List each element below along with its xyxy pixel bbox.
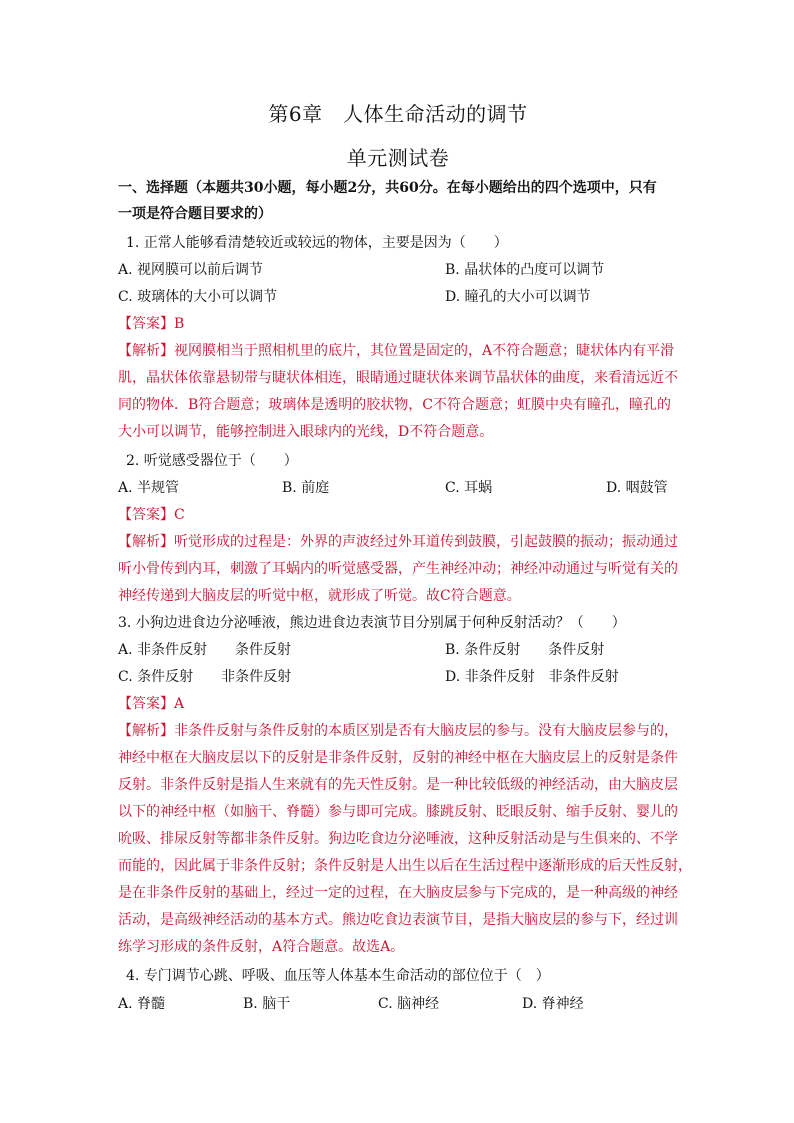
- page-title: 第6章 人体生命活动的调节: [268, 102, 528, 126]
- q4-option-b: B. 脑干: [243, 996, 291, 1012]
- q3-analysis-line: 神经中枢在大脑皮层以下的反射是非条件反射，反射的神经中枢在大脑皮层上的反射是条件: [118, 750, 678, 766]
- answer-value: B: [174, 316, 185, 332]
- q3-analysis-line: 吮吸、排尿反射等都非条件反射。狗边吃食边分泌唾液，这种反射活动是与生俱来的、不学: [118, 831, 678, 847]
- q2-option-d: D. 咽鼓管: [606, 480, 668, 496]
- analysis-text: 听觉形成的过程是：外界的声波经过外耳道传到鼓膜，引起鼓膜的振动；振动通过: [174, 534, 678, 550]
- analysis-tag: 【解析】: [118, 723, 174, 739]
- q1-option-b: B. 晶状体的凸度可以调节: [445, 262, 605, 278]
- section-heading-line1: 一、选择题（本题共30小题，每小题2分，共60分。在每小题给出的四个选项中，只有: [118, 180, 657, 196]
- q1-option-d: D. 瞳孔的大小可以调节: [445, 289, 591, 305]
- q2-option-a: A. 半规管: [118, 480, 180, 496]
- analysis-text: 视网膜相当于照相机里的底片，其位置是固定的，A不符合题意；睫状体内有平滑: [174, 343, 675, 359]
- q1-analysis-line: 大小可以调节，能够控制进入眼球内的光线，D不符合题意。: [118, 424, 494, 440]
- page-subtitle: 单元测试卷: [346, 146, 450, 170]
- analysis-tag: 【解析】: [118, 343, 174, 359]
- q4-option-a: A. 脊髓: [118, 996, 166, 1012]
- q3-analysis-line: 而能的，因此属于非条件反射；条件反射是人出生以后在生活过程中逐渐形成的后天性反射，: [118, 858, 692, 874]
- q3-option-d: D. 非条件反射 非条件反射: [445, 669, 619, 685]
- q3-option-c: C. 条件反射 非条件反射: [118, 669, 292, 685]
- q3-analysis-line: 练学习形成的条件反射，A符合题意。故选A。: [118, 939, 405, 955]
- q3-option-a: A. 非条件反射 条件反射: [118, 642, 292, 658]
- q2-answer: [118, 505, 678, 525]
- q2-analysis-line: [118, 532, 678, 552]
- q2-analysis-line: 神经传递到大脑皮层的听觉中枢，就形成了听觉。故C符合题意。: [118, 588, 521, 604]
- q2-analysis-line: 听小骨传到内耳，刺激了耳蜗内的听觉感受器，产生神经冲动；神经冲动通过与听觉有关的: [118, 561, 678, 577]
- q3-analysis-line: 是在非条件反射的基础上，经过一定的过程，在大脑皮层参与下完成的，是一种高级的神经: [118, 885, 678, 901]
- analysis-text: 非条件反射与条件反射的本质区别是否有大脑皮层的参与。没有大脑皮层参与的，: [174, 723, 678, 739]
- q3-analysis-line: 以下的神经中枢（如脑干、脊髓）参与即可完成。膝跳反射、眨眼反射、缩手反射、婴儿的: [118, 804, 678, 820]
- q4-option-d: D. 脊神经: [522, 996, 584, 1012]
- q3-option-b: B. 条件反射 条件反射: [445, 642, 605, 658]
- q2-stem: 2. 听觉感受器位于（ ）: [126, 453, 298, 469]
- q4-stem: 4. 专门调节心跳、呼吸、血压等人体基本生命活动的部位位于（ ）: [126, 968, 550, 984]
- q1-option-a: A. 视网膜可以前后调节: [118, 262, 264, 278]
- q1-analysis-line: 同的物体．B符合题意；玻璃体是透明的胶状物，C不符合题意；虹膜中央有瞳孔，瞳孔的: [118, 397, 671, 413]
- q1-analysis-line: 肌，晶状体依靠悬韧带与睫状体相连，眼睛通过睫状体来调节晶状体的曲度，来看清远近不: [118, 370, 678, 386]
- section-heading-line2: 一项是符合题目要求的）: [118, 206, 272, 222]
- q3-analysis-line: 活动，是高级神经活动的基本方式。熊边吃食边表演节目，是指大脑皮层的参与下，经过训: [118, 912, 678, 928]
- q3-stem: 3. 小狗边进食边分泌唾液，熊边进食边表演节目分别属于何种反射活动？（ ）: [118, 615, 626, 631]
- answer-tag: 【答案】: [118, 507, 174, 523]
- answer-value: A: [174, 696, 185, 712]
- q3-answer: [118, 694, 678, 714]
- q3-analysis-line: [118, 721, 678, 741]
- q1-answer: [118, 314, 678, 334]
- q1-stem: 1. 正常人能够看清楚较近或较远的物体，主要是因为（ ）: [126, 235, 508, 251]
- q1-analysis-line: [118, 341, 678, 361]
- answer-value: C: [174, 507, 185, 523]
- answer-tag: 【答案】: [118, 696, 174, 712]
- q2-option-b: B. 前庭: [282, 480, 330, 496]
- analysis-tag: 【解析】: [118, 534, 174, 550]
- answer-tag: 【答案】: [118, 316, 174, 332]
- q4-option-c: C. 脑神经: [378, 996, 440, 1012]
- q2-option-c: C. 耳蜗: [445, 480, 493, 496]
- q1-option-c: C. 玻璃体的大小可以调节: [118, 289, 278, 305]
- q3-analysis-line: 反射。非条件反射是指人生来就有的先天性反射。是一种比较低级的神经活动，由大脑皮层: [118, 777, 678, 793]
